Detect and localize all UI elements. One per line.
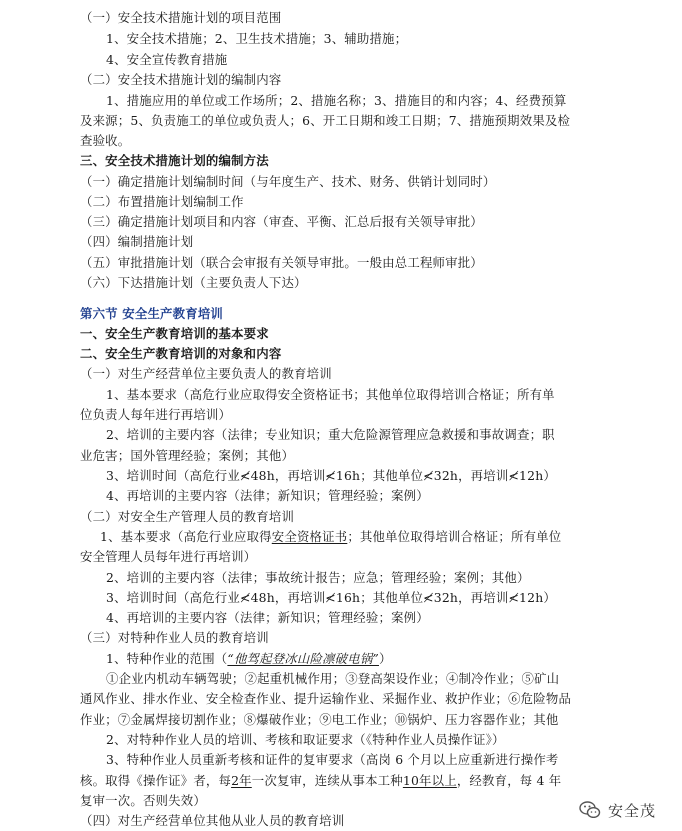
body-line: 位负责人每年进行再培训） (80, 407, 232, 422)
body-line: 1、基本要求（高危行业应取得安全资格证书；其他单位取得培训合格证；所有单位 (100, 529, 562, 544)
body-line: 安全管理人员每年进行再培训） (80, 549, 257, 564)
targets-content-heading: 二、安全生产教育培训的对象和内容 (80, 346, 282, 361)
body-line: ①企业内机动车辆驾驶；②起重机械作用；③登高架设作业；④制冷作业；⑤矿山 (106, 671, 560, 686)
body-line: 3、特种作业人员重新考核和证件的复审要求（高岗 6 个月以上应重新进行操作考 (106, 752, 559, 767)
subsection-heading: （一）对生产经营单位主要负责人的教育培训 (80, 366, 332, 381)
subsection-heading: （二）对安全生产管理人员的教育培训 (80, 509, 295, 524)
basic-requirements-heading: 一、安全生产教育培训的基本要求 (80, 326, 269, 341)
method-item: （三）确定措施计划项目和内容（审查、平衡、汇总后报有关领导审批） (80, 214, 483, 229)
underlined-text: 10年以上 (402, 773, 457, 788)
body-line: 3、培训时间（高危行业≮48h，再培训≮16h；其他单位≮32h，再培训≮12h） (106, 590, 556, 605)
body-line: 复审一次。否则失效） (80, 793, 206, 808)
method-item: （一）确定措施计划编制时间（与年度生产、技术、财务、供销计划同时） (80, 174, 496, 189)
body-line: 4、再培训的主要内容（法律；新知识；管理经验；案例） (106, 488, 429, 503)
watermark (578, 795, 678, 825)
body-line: 作业；⑦金属焊接切割作业；⑧爆破作业；⑨电工作业；⑩锅炉、压力容器作业；其他 (80, 712, 559, 727)
scope-item-line: 4、安全宣传教育措施 (106, 52, 228, 67)
content-line: 查验收。 (80, 133, 131, 148)
section-title: 第六节 安全生产教育培训 (80, 306, 224, 321)
underlined-text: 2年 (231, 773, 252, 788)
watermark-name: 安全茂 (608, 801, 657, 820)
scope-item-line: 1、安全技术措施；2、卫生技术措施；3、辅助措施； (106, 31, 408, 46)
method-item: （四）编制措施计划 (80, 234, 194, 249)
content-line: 1、措施应用的单位或工作场所；2、措施名称；3、措施目的和内容；4、经费预算 (106, 93, 567, 108)
body-line: 业危害；国外管理经验；案例；其他） (80, 448, 295, 463)
wechat-icon (578, 798, 602, 822)
underlined-text: 安全资格证书 (271, 529, 348, 544)
body-line: 1、特种作业的范围（“他驾起登冰山险凛破电锅”） (106, 651, 392, 666)
body-line: 4、再培训的主要内容（法律；新知识；管理经验；案例） (106, 610, 429, 625)
body-line: 2、培训的主要内容（法律；专业知识；重大危险源管理应急救援和事故调查；职 (106, 427, 555, 442)
mnemonic-text: “他驾起登冰山险凛破电锅” (227, 651, 379, 666)
method-heading: 三、安全技术措施计划的编制方法 (80, 153, 269, 168)
body-line: 2、培训的主要内容（法律；事故统计报告；应急；管理经验；案例；其他） (106, 570, 530, 585)
body-line: 核。取得《操作证》者，每2年一次复审，连续从事本工种10年以上，经教育，每 4 年 (80, 773, 562, 788)
body-line: 2、对特种作业人员的培训、考核和取证要求（《特种作业人员操作证》） (106, 732, 505, 747)
body-line: 1、基本要求（高危行业应取得安全资格证书；其他单位取得培训合格证；所有单 (106, 387, 555, 402)
method-item: （五）审批措施计划（联合会审报有关领导审批。一般由总工程师审批） (80, 255, 483, 270)
body-line: 通风作业、排水作业、安全检查作业、提升运输作业、采掘作业、救护作业；⑥危险物品 (80, 691, 572, 706)
content-line: 及来源；5、负责施工的单位或负责人；6、开工日期和竣工日期；7、措施预期效果及检 (80, 113, 571, 128)
body-line: 3、培训时间（高危行业≮48h，再培训≮16h；其他单位≮32h，再培训≮12h） (106, 468, 556, 483)
subsection-heading: （三）对特种作业人员的教育培训 (80, 630, 269, 645)
method-item: （六）下达措施计划（主要负责人下达） (80, 275, 307, 290)
subsection-heading: （四）对生产经营单位其他从业人员的教育培训 (80, 813, 345, 828)
content-heading: （二）安全技术措施计划的编制内容 (80, 72, 282, 87)
scope-heading: （一）安全技术措施计划的项目范围 (80, 10, 282, 25)
method-item: （二）布置措施计划编制工作 (80, 194, 244, 209)
